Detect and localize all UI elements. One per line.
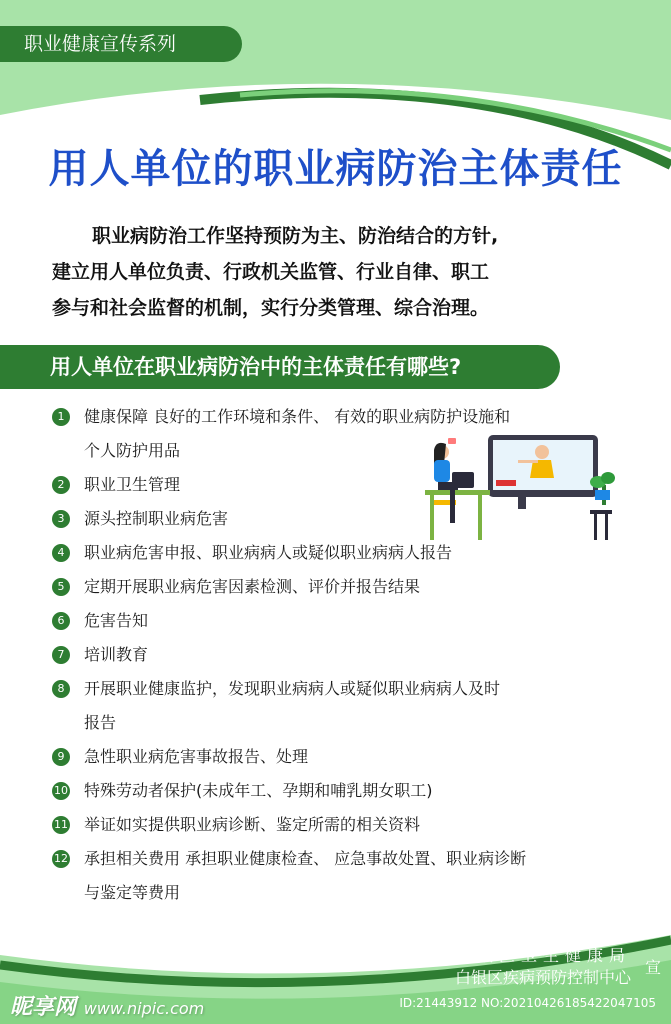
list-item-text: 定期开展职业病危害因素检测、评价并报告结果 [84, 577, 421, 596]
list-item [52, 774, 612, 808]
list-number-badge: 2 [52, 476, 70, 494]
question-banner: 用人单位在职业病防治中的主体责任有哪些? [0, 345, 560, 389]
list-item [52, 842, 612, 876]
list-number-badge: 11 [52, 816, 70, 834]
list-item-text: 急性职业病危害事故报告、处理 [84, 747, 309, 766]
list-item-text: 报告 [84, 713, 117, 732]
list-item-text: 职业卫生管理 [84, 475, 181, 494]
watermark-id: ID:21443912 NO:20210426185422047105 [399, 996, 656, 1010]
list-item [52, 808, 612, 842]
list-number-badge: 3 [52, 510, 70, 528]
footer-org-2: 白银区疾病预防控制中心 [454, 968, 631, 987]
list-item [52, 876, 612, 910]
series-tag: 职业健康宣传系列 [0, 26, 242, 62]
intro-line-3: 参与和社会监督的机制，实行分类管理、综合治理。 [52, 297, 490, 319]
list-item [52, 638, 612, 672]
list-item-text: 个人防护用品 [84, 441, 181, 460]
list-number-badge: 4 [52, 544, 70, 562]
list-item-text: 危害告知 [84, 611, 149, 630]
intro-paragraph [52, 218, 612, 326]
footer-organizations [454, 945, 661, 989]
list-item-text: 健康保障 良好的工作环境和条件、 有效的职业病防护设施和 [84, 407, 511, 426]
list-item-text: 开展职业健康监护，发现职业病病人或疑似职业病病人及时 [84, 679, 501, 698]
list-number-badge: 10 [52, 782, 70, 800]
intro-line-2: 建立用人单位负责、行政机关监管、行业自律、职工 [52, 261, 490, 283]
list-number-badge: 8 [52, 680, 70, 698]
list-item-text: 举证如实提供职业病诊断、鉴定所需的相关资料 [84, 815, 421, 834]
list-item-text: 与鉴定等费用 [84, 883, 181, 902]
list-item-text: 职业病危害申报、职业病病人或疑似职业病病人报告 [84, 543, 453, 562]
list-number-badge: 9 [52, 748, 70, 766]
watermark [10, 990, 204, 1021]
list-number-badge: 5 [52, 578, 70, 596]
list-number-badge: 12 [52, 850, 70, 868]
list-number-badge: 7 [52, 646, 70, 664]
intro-line-1: 职业病防治工作坚持预防为主、防治结合的方针, [92, 225, 499, 247]
list-number-badge: 6 [52, 612, 70, 630]
list-item [52, 570, 612, 604]
list-item [52, 672, 612, 706]
list-item [52, 740, 612, 774]
list-item-text: 特殊劳动者保护(未成年工、孕期和哺乳期女职工) [84, 781, 433, 800]
list-item-text: 培训教育 [84, 645, 149, 664]
list-item-text: 承担相关费用 承担职业健康检查、 应急事故处置、职业病诊断 [84, 849, 527, 868]
online-training-illustration [420, 430, 620, 545]
list-item-text: 源头控制职业病危害 [84, 509, 229, 528]
list-item [52, 400, 612, 434]
footer-suffix: 宣 [644, 958, 661, 977]
watermark-url: www.nipic.com [83, 999, 205, 1018]
list-number-badge: 1 [52, 408, 70, 426]
footer-org-1: 白银区卫生健康局 [454, 946, 631, 965]
list-item [52, 604, 612, 638]
watermark-brand: 昵享网 [10, 995, 77, 1020]
list-item [52, 706, 612, 740]
page-title: 用人单位的职业病防治主体责任 [48, 146, 623, 192]
